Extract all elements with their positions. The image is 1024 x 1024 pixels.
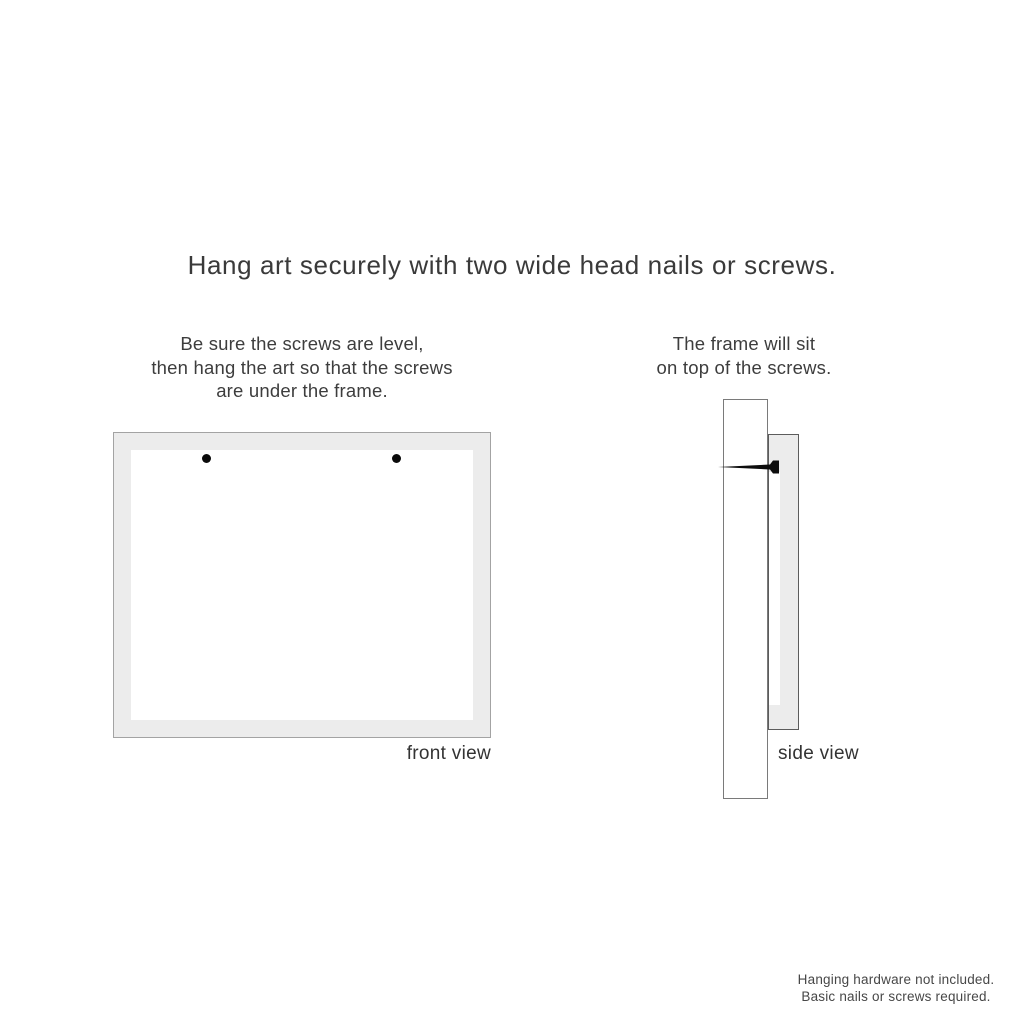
instruction-line: Be sure the screws are level, (180, 333, 424, 354)
side-view-caption: side view (778, 743, 859, 764)
footer-line: Basic nails or screws required. (801, 988, 991, 1004)
instruction-line: are under the frame. (216, 380, 388, 401)
instruction-line: on top of the screws. (656, 356, 832, 378)
instruction-line: The frame will sit (672, 333, 816, 354)
nail-icon (717, 459, 781, 475)
side-view-instructions (619, 332, 869, 379)
screw-dot-right (392, 454, 401, 463)
page-title: Hang art securely with two wide head nails or screws. (187, 250, 837, 280)
screw-dot-left (202, 454, 211, 463)
instruction-line: then hang the art so that the screws (151, 356, 453, 378)
side-view-art-strip (769, 472, 780, 705)
front-view-instructions (103, 332, 501, 403)
front-view-art-area (131, 450, 473, 720)
footer-note (762, 972, 1024, 1005)
front-view-frame (113, 432, 491, 738)
front-view-caption: front view (406, 743, 491, 764)
footer-line: Hanging hardware not included. (797, 972, 995, 987)
